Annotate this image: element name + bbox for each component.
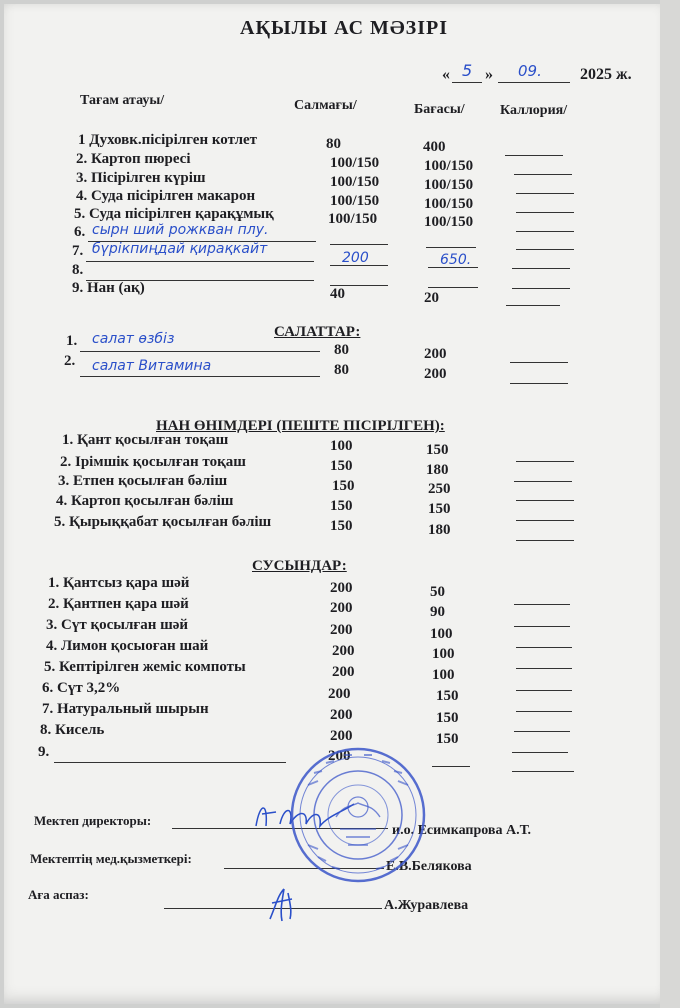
main-item-1: 1 Духовк.пісірілген котлет — [78, 132, 258, 148]
salad-2-price: 200 — [424, 366, 447, 382]
date-month: 09. — [518, 62, 542, 80]
price-line — [432, 766, 470, 767]
calorie-line — [516, 690, 572, 691]
calorie-line — [516, 520, 574, 521]
main-item-3-price: 100/150 — [424, 177, 474, 193]
weight-line — [330, 244, 388, 245]
main-item-3: 3. Пісірілген күріш — [76, 170, 206, 186]
calorie-line — [512, 288, 570, 289]
main-item-5-price: 100/150 — [424, 214, 474, 230]
main-item-2-weight: 100/150 — [330, 155, 380, 171]
fill-line — [80, 376, 320, 377]
bakery-item-3: 3. Етпен қосылған бәліш — [58, 473, 228, 489]
date-day-line — [452, 82, 482, 83]
bakery-item-5: 5. Қырыққабат қосылған бәліш — [54, 514, 272, 530]
calorie-line — [516, 212, 574, 213]
calorie-line — [514, 604, 570, 605]
drink-item-7-price: 150 — [436, 710, 459, 726]
date-month-line — [498, 82, 570, 83]
calorie-line — [516, 711, 572, 712]
main-item-2: 2. Картоп пюресі — [76, 151, 191, 167]
bakery-item-4: 4. Картоп қосылған бәліш — [56, 493, 234, 509]
bakery-item-5-weight: 150 — [330, 518, 353, 534]
main-item-1-weight: 80 — [326, 136, 341, 152]
page-title: АҚЫЛЫ АС МӘЗІРІ — [240, 17, 449, 39]
salads-heading: САЛАТТАР: — [274, 324, 361, 340]
drink-item-5-price: 100 — [432, 667, 455, 683]
bakery-item-1-price: 150 — [426, 442, 449, 458]
director-label: Мектеп директоры: — [34, 813, 152, 828]
drink-item-3-weight: 200 — [330, 622, 353, 638]
drink-item-5: 5. Кептірілген жеміс компоты — [44, 659, 246, 675]
calorie-line — [516, 461, 574, 462]
salad-1-price: 200 — [424, 346, 447, 362]
drink-item-2: 2. Қантпен қара шәй — [48, 596, 189, 612]
calorie-line — [516, 249, 574, 250]
drink-item-2-price: 90 — [430, 604, 445, 620]
main-item-3-weight: 100/150 — [330, 174, 380, 190]
date-day: 5 — [462, 61, 473, 80]
medic-label: Мектептің мед.қызметкері: — [30, 851, 192, 866]
drink-item-1-price: 50 — [430, 584, 445, 600]
bakery-item-1-weight: 100 — [330, 438, 353, 454]
page-edge — [660, 0, 680, 1008]
calorie-line — [516, 647, 572, 648]
drink-item-4: 4. Лимон қосыоған шай — [46, 638, 209, 654]
header-weight: Салмағы/ — [294, 98, 357, 113]
calorie-line — [516, 500, 574, 501]
fill-line — [54, 762, 286, 763]
main-item-7-handwritten: бүрікпиңдай қирақкайт — [92, 241, 268, 257]
drink-item-9-weight: 200 — [328, 748, 351, 764]
drink-item-6-weight: 200 — [328, 686, 351, 702]
header-name: Тағам атауы/ — [80, 93, 165, 108]
drink-item-8-price: 150 — [436, 731, 459, 747]
bakery-item-3-weight: 150 — [332, 478, 355, 494]
price-line — [426, 247, 476, 248]
main-item-5-weight: 100/150 — [328, 211, 378, 227]
official-stamp — [288, 745, 428, 885]
salad-2-weight: 80 — [334, 362, 349, 378]
bakery-item-2-price: 180 — [426, 462, 449, 478]
salad-2-handwritten: салат Витамина — [92, 358, 212, 374]
calorie-line — [516, 231, 574, 232]
salad-1-num: 1. — [66, 333, 78, 349]
calorie-line — [514, 481, 572, 482]
drink-item-7: 7. Натуральный шырын — [42, 701, 209, 717]
bakery-item-4-price: 150 — [428, 501, 451, 517]
drink-item-7-weight: 200 — [330, 707, 353, 723]
cook-label: Аға аспаз: — [28, 887, 89, 902]
main-item-5: 5. Суда пісірілген қарақұмық — [74, 206, 274, 222]
bakery-item-2-weight: 150 — [330, 458, 353, 474]
calorie-line — [516, 540, 574, 541]
drink-item-8: 8. Кисель — [40, 722, 105, 738]
drink-item-8-weight: 200 — [330, 728, 353, 744]
calorie-line — [516, 193, 574, 194]
drink-item-3-price: 100 — [430, 626, 453, 642]
calorie-line — [505, 155, 563, 156]
price-line — [428, 287, 478, 288]
main-item-9-weight: 40 — [330, 286, 345, 302]
price-line — [428, 267, 478, 268]
drink-item-6-price: 150 — [436, 688, 459, 704]
main-item-9: 9. Нан (ақ) — [72, 280, 145, 296]
drink-item-5-weight: 200 — [332, 664, 355, 680]
fill-line — [86, 261, 314, 262]
bakery-heading: НАН ӨНІМДЕРІ (ПЕШТЕ ПІСІРІЛГЕН): — [156, 418, 445, 434]
main-item-8: 8. — [72, 262, 84, 278]
salad-2-num: 2. — [64, 353, 76, 369]
drink-item-1-weight: 200 — [330, 580, 353, 596]
salad-1-handwritten: салат өзбіз — [92, 331, 175, 347]
calorie-line — [510, 362, 568, 363]
header-calories: Каллория/ — [500, 103, 568, 118]
main-item-4-price: 100/150 — [424, 196, 474, 212]
calorie-line — [512, 771, 574, 772]
drink-item-4-weight: 200 — [332, 643, 355, 659]
drinks-heading: СУСЫНДАР: — [252, 558, 347, 574]
cook-signature — [262, 885, 302, 925]
bakery-item-3-price: 250 — [428, 481, 451, 497]
medic-name: Е.В.Белякова — [386, 859, 472, 874]
calorie-line — [512, 268, 570, 269]
calorie-line — [516, 668, 572, 669]
main-item-9-price: 20 — [424, 290, 439, 306]
main-item-4: 4. Суда пісірілген макарон — [76, 188, 256, 204]
drink-item-6: 6. Сүт 3,2% — [42, 680, 121, 696]
main-item-7: 7. — [72, 243, 84, 259]
main-item-7-weight: 200 — [342, 250, 369, 266]
drink-item-3: 3. Сүт қосылған шәй — [46, 617, 189, 633]
drink-item-1: 1. Қантсыз қара шәй — [48, 575, 190, 591]
date-year: 2025 ж. — [580, 66, 632, 83]
salad-1-weight: 80 — [334, 342, 349, 358]
calorie-line — [514, 174, 572, 175]
date-close-quote: » — [485, 66, 493, 83]
drink-item-9: 9. — [38, 744, 50, 760]
main-item-6: 6. — [74, 224, 86, 240]
date-open-quote: « — [442, 66, 450, 83]
main-item-2-price: 100/150 — [424, 158, 474, 174]
bakery-item-4-weight: 150 — [330, 498, 353, 514]
cook-name: А.Журавлева — [384, 898, 469, 913]
fill-line — [80, 351, 320, 352]
bakery-item-1: 1. Қант қосылған тоқаш — [62, 432, 229, 448]
drink-item-4-price: 100 — [432, 646, 455, 662]
director-name: и.о. Есимкапрова А.Т. — [392, 823, 532, 838]
main-item-1-price: 400 — [423, 139, 446, 155]
weight-line — [330, 265, 388, 266]
header-price: Бағасы/ — [414, 102, 465, 117]
bakery-item-5-price: 180 — [428, 522, 451, 538]
calorie-line — [514, 626, 570, 627]
main-item-7-price: 650. — [440, 252, 472, 268]
calorie-line — [510, 383, 568, 384]
bakery-item-2: 2. Ірімшік қосылған тоқаш — [60, 454, 246, 470]
calorie-line — [514, 731, 570, 732]
calorie-line — [506, 305, 560, 306]
calorie-line — [512, 752, 568, 753]
drink-item-2-weight: 200 — [330, 600, 353, 616]
main-item-4-weight: 100/150 — [330, 193, 380, 209]
main-item-6-handwritten: сырн ший рожкван плу. — [92, 222, 269, 238]
